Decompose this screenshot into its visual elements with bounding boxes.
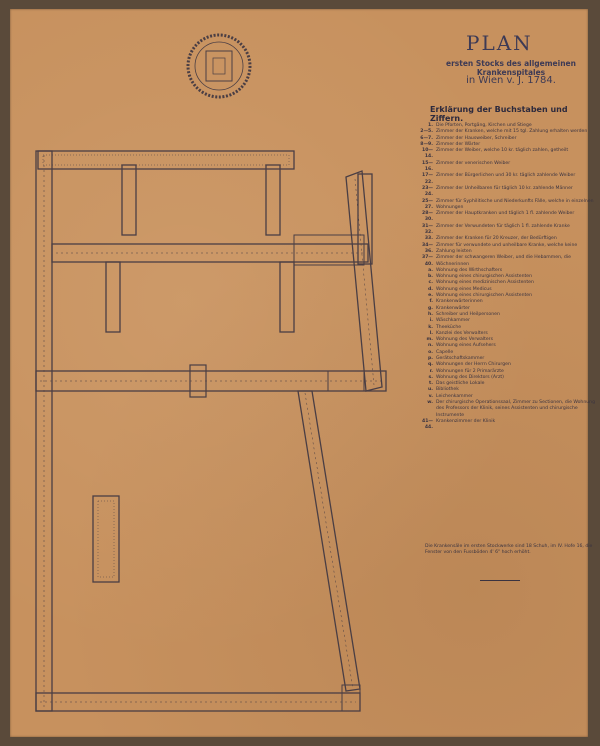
legend-key: 34—36. — [422, 242, 433, 254]
legend-key: c. — [428, 280, 433, 286]
legend-key: 15—16. — [422, 160, 433, 173]
legend-item — [415, 224, 595, 237]
legend-item — [415, 199, 595, 212]
legend-text: Zimmer der Kranken für 20 Kreuzer, der Bedürftigen — [436, 236, 557, 242]
legend-item — [415, 243, 595, 256]
wing-east-lower — [298, 391, 360, 691]
legend-list — [415, 123, 595, 432]
legend-text: Schreiber und Heilpersonen — [436, 311, 500, 317]
rotunda-tower — [188, 35, 250, 97]
wing-north — [38, 151, 294, 235]
building-isolated — [93, 496, 119, 582]
legend-item — [415, 148, 595, 161]
legend-text: Zimmer der Unheilbaren für täglich 10 kr. zahlende Männer — [436, 185, 573, 191]
legend-text: Wohnung des Direktors (Arzt) — [436, 374, 504, 380]
legend-text: Krankenzimmer der Klinik — [436, 418, 496, 424]
legend-key: 28—30. — [422, 211, 433, 223]
legend-key: 23—24. — [422, 185, 433, 198]
legend-key: t. — [429, 381, 433, 387]
legend-key: a. — [428, 267, 433, 273]
legend-text: Zimmer der Kranken, welche mit 15 tgl. Zahlung erhalten werden — [436, 129, 588, 135]
legend-key: d. — [427, 286, 433, 292]
legend-item — [415, 173, 595, 186]
divider-rule — [480, 580, 520, 581]
legend-key: 37—40. — [422, 255, 433, 267]
legend-text: Kanzlei des Verwalters — [436, 330, 488, 336]
legend-key: 8—9. — [420, 141, 433, 147]
wing-south — [36, 685, 360, 711]
legend-key: r. — [429, 368, 433, 374]
legend-text: Der chirurgische Operationssaal, Zimmer zu Sectionen, die Wohnung des Professors der Klinik, seines Assistenten und chirurgische Instrumente — [436, 400, 595, 418]
legend-item — [415, 186, 595, 199]
legend-text: Krankenwärterinnen — [436, 299, 483, 305]
legend-text: Wohnungen der Herrn Chirurgen — [436, 362, 511, 368]
legend-item — [415, 161, 595, 174]
plan-subtitle: ersten Stocks des allgemeinen Krankenspitales — [446, 59, 576, 77]
legend-text: Zimmer der Hauptkranken und täglich 1 fl. zahlende Weiber — [436, 211, 575, 217]
legend-key: 2—5. — [420, 129, 433, 135]
legend-key: 41—44. — [422, 418, 433, 431]
legend-key: k. — [428, 324, 433, 330]
footnote: Die Krankensäle im ersten Stockwerke sind 18 Schuh, im IV. Hofe 16, die Fenster von den Fussböden 4' 6" hoch erhöht. — [425, 544, 593, 556]
legend-key: u. — [427, 387, 433, 393]
legend-key: o. — [428, 349, 433, 355]
legend-text: Wohnung eines medizinischen Assistenten — [436, 280, 534, 286]
legend-text: Das geistliche Lokale — [436, 381, 485, 387]
legend-text: Die Pforten, Portgäng, Kirchen und Stiege — [436, 123, 532, 128]
legend-item — [415, 419, 595, 432]
legend-text: Theeküche — [436, 324, 462, 330]
legend-text: Wäschkammer — [436, 318, 470, 324]
legend-key: 31—32. — [422, 223, 433, 236]
legend-key: b. — [427, 274, 433, 280]
legend-heading: Erklärung der Buchstaben und Ziffern. — [430, 105, 568, 123]
legend-key: 10—14. — [422, 148, 433, 160]
legend-text: Leichenkammer — [436, 393, 473, 399]
legend-text: Gerätschaftskammer — [436, 355, 485, 361]
legend-text: Wohnung des Wirthschafters — [436, 267, 503, 273]
legend-key: 25—27. — [422, 198, 433, 210]
legend-text: Zimmer der Hausweiber, Schreiber — [436, 135, 517, 141]
legend-key: e. — [428, 293, 433, 299]
legend-key: v. — [428, 393, 433, 399]
legend-text: Zimmer der schwangeren Weiber, und die Hebammen, die Wöchnerinnen — [436, 255, 571, 267]
wing-east-upper — [346, 171, 382, 391]
legend-key: q. — [427, 362, 433, 368]
legend-item — [415, 400, 595, 419]
legend-item — [415, 255, 595, 268]
legend-key: p. — [427, 355, 433, 361]
wing-central-main — [36, 365, 386, 397]
plan-place-date: in Wien v. J. 1784. — [466, 75, 556, 86]
legend-item — [415, 211, 595, 224]
legend-text: Krankenwärter — [436, 305, 470, 311]
legend-text: Zimmer der Verwundeten für täglich 1 fl. zahlende Kranke — [436, 223, 570, 229]
legend-text: Zimmer der Bürgerlichen und 30 kr. täglich zahlende Weiber — [436, 173, 576, 179]
legend-key: m. — [426, 337, 433, 343]
plan-title: PLAN — [466, 31, 533, 55]
legend-key: 17—22. — [422, 173, 433, 185]
wing-west — [36, 151, 52, 711]
legend-text: Wohnung eines chirurgischen Assistenten — [436, 274, 533, 280]
legend-text: Wohnung eines chirurgischen Assistenten — [436, 293, 533, 299]
legend-key: 1. — [428, 123, 433, 128]
legend-text: Wohnung des Verwalters — [436, 337, 493, 343]
legend-text: Capelle — [436, 349, 454, 355]
legend-key: l. — [429, 330, 433, 336]
legend-key: g. — [427, 305, 433, 311]
wing-central-upper — [52, 235, 368, 332]
legend-text: Zimmer der Weiber, welche 10 kr. täglich zahlen, getheilt — [436, 148, 569, 154]
paper-sheet — [10, 9, 595, 737]
legend-key: h. — [427, 311, 433, 317]
legend-key: n. — [427, 343, 433, 349]
legend-text: Bibliothek — [436, 387, 459, 393]
legend-key: w. — [427, 400, 433, 406]
legend-key: s. — [428, 374, 433, 380]
legend-text: Zimmer für Syphilitische und Niederkunfts Fälle, welche in einzelnen Wohnungen — [436, 198, 594, 210]
legend-text: Wohnungen für 2 Primarärzte — [436, 368, 504, 374]
legend-text: Wohnung eines Medicus — [436, 286, 492, 292]
legend-key: 33. — [424, 236, 433, 242]
legend-key: 6—7. — [420, 135, 433, 141]
legend-text: Zimmer der venerischen Weiber — [436, 160, 511, 166]
legend-key: i. — [429, 318, 433, 324]
legend-text: Zimmer der Wärter — [436, 141, 481, 147]
legend-text: Zimmer für verwundete und unheilbare Kranke, welche keine Zahlung leisten — [436, 242, 578, 254]
legend-text: Wohnung eines Aufsehers — [436, 343, 496, 349]
legend-key: f. — [429, 299, 433, 305]
